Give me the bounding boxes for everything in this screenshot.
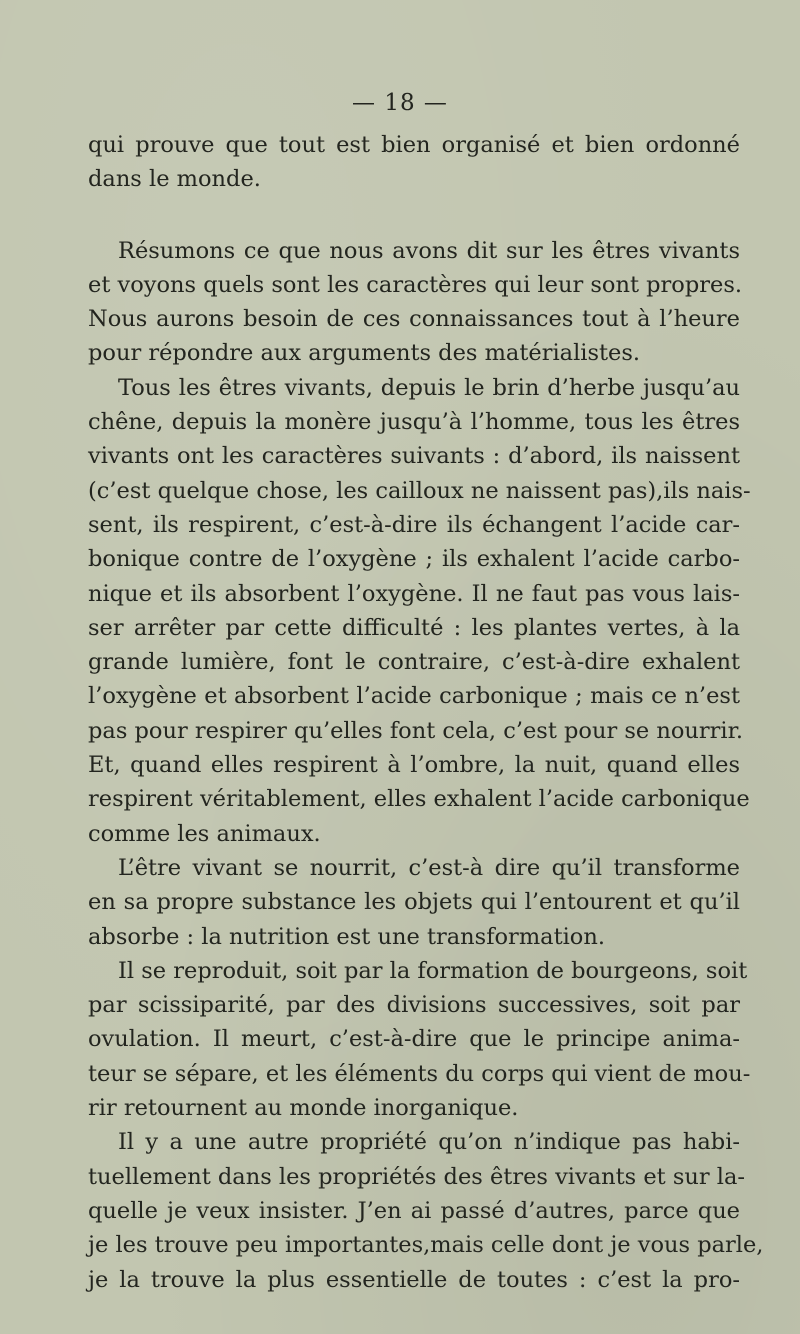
paragraph: [88, 234, 743, 371]
page-body: [88, 128, 764, 1297]
text-line: je les trouve peu importantes,mais celle dont je vous parle,: [88, 1232, 764, 1259]
text-line: absorbe : la nutrition est une transformation.: [88, 923, 605, 950]
text-line: l’oxygène et absorbent l’acide carbonique ; mais ce n’est: [88, 683, 740, 710]
text-line: respirent véritablement, elles exhalent l’acide carbonique: [88, 786, 750, 813]
text-line: comme les animaux.: [88, 820, 321, 847]
text-line: rir retournent au monde inorganique.: [88, 1095, 519, 1122]
text-line: Nous aurons besoin de ces connaissances tout à l’heure: [88, 306, 740, 333]
text-line: bonique contre de l’oxygène ; ils exhalent l’acide carbo-: [88, 546, 740, 573]
text-line: sent, ils respirent, c’est-à-dire ils échangent l’acide car-: [88, 511, 740, 538]
text-line: qui prouve que tout est bien organisé et bien ordonné: [88, 132, 740, 158]
text-line: je la trouve la plus essentielle de toutes : c’est la pro-: [88, 1266, 740, 1293]
text-line: tuellement dans les propriétés des êtres vivants et sur la-: [88, 1163, 746, 1190]
text-line: L’être vivant se nourrit, c’est-à dire qu’il transforme: [118, 854, 740, 881]
text-line: nique et ils absorbent l’oxygène. Il ne faut pas vous lais-: [88, 580, 740, 607]
paragraph: [88, 371, 751, 851]
text-line: chêne, depuis la monère jusqu’à l’homme, tous les êtres: [88, 409, 740, 436]
paragraph: [88, 954, 751, 1125]
paragraph: [88, 128, 740, 197]
text-line: Tous les êtres vivants, depuis le brin d’herbe jusqu’au: [118, 374, 740, 401]
text-line: quelle je veux insister. J’en ai passé d’autres, parce que: [88, 1197, 740, 1224]
text-line: grande lumière, font le contraire, c’est-à-dire exhalent: [88, 649, 740, 676]
text-line: par scissiparité, par des divisions successives, soit par: [88, 992, 740, 1019]
paragraph-gap: [88, 197, 740, 234]
text-line: teur se sépare, et les éléments du corps qui vient de mou-: [88, 1060, 751, 1087]
page-number: — 18 —: [352, 90, 448, 116]
text-line: vivants ont les caractères suivants : d’abord, ils naissent: [88, 443, 740, 470]
text-line: dans le monde.: [88, 166, 261, 193]
text-line: ser arrêter par cette difficulté : les plantes vertes, à la: [88, 614, 740, 641]
text-line: (c’est quelque chose, les cailloux ne naissent pas),ils nais-: [88, 477, 751, 504]
text-line: Et, quand elles respirent à l’ombre, la nuit, quand elles: [88, 752, 740, 779]
text-line: ovulation. Il meurt, c’est-à-dire que le principe anima-: [88, 1026, 740, 1053]
text-line: pour répondre aux arguments des matérialistes.: [88, 340, 641, 367]
paragraph: [88, 1125, 764, 1296]
text-line: pas pour respirer qu’elles font cela, c’est pour se nourrir.: [88, 717, 744, 744]
text-line: et voyons quels sont les caractères qui leur sont propres.: [88, 271, 743, 298]
text-line: en sa propre substance les objets qui l’entourent et qu’il: [88, 889, 740, 916]
text-line: Il se reproduit, soit par la formation de bourgeons, soit: [118, 957, 748, 984]
text-line: Résumons ce que nous avons dit sur les êtres vivants: [118, 237, 740, 264]
text-line: Il y a une autre propriété qu’on n’indique pas habi-: [118, 1129, 740, 1156]
paragraph: [88, 851, 740, 954]
